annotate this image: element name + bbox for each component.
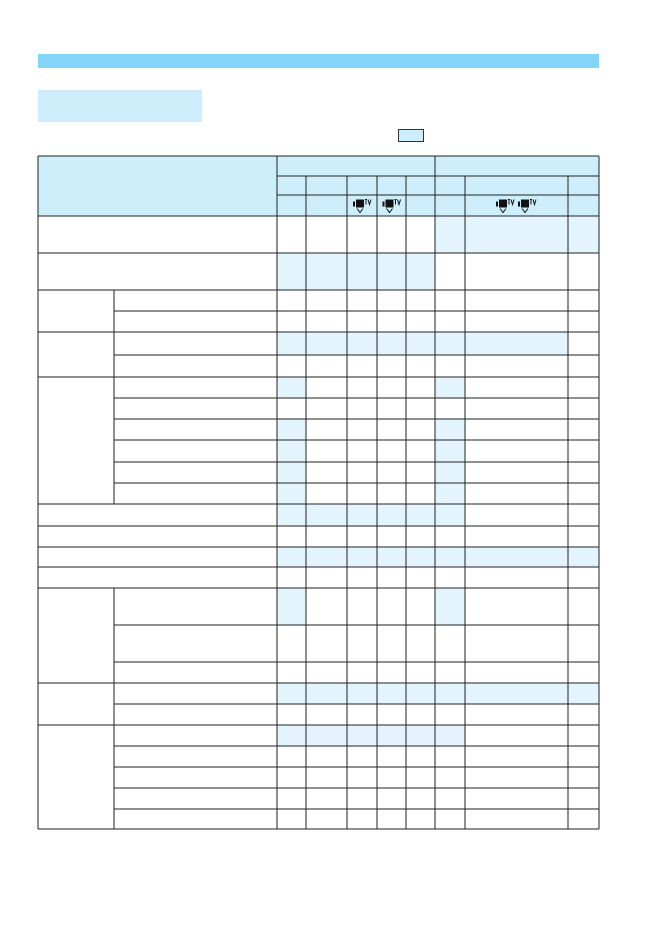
shaded-cell (435, 440, 465, 462)
shaded-cell (435, 462, 465, 483)
shaded-cell (277, 504, 306, 526)
shaded-cell (306, 504, 347, 526)
shaded-cell (435, 216, 465, 253)
shaded-cell (277, 462, 306, 483)
shaded-cell (377, 504, 406, 526)
shaded-cell (347, 504, 377, 526)
shaded-cell (347, 253, 377, 290)
shaded-cell (277, 419, 306, 440)
shaded-cell (465, 332, 568, 355)
shaded-cell (435, 683, 465, 704)
shaded-cell (277, 440, 306, 462)
shaded-cell (277, 377, 306, 398)
shaded-cell (347, 725, 377, 746)
shaded-cell (406, 547, 435, 567)
shaded-cell (435, 377, 465, 398)
shaded-cell (406, 725, 435, 746)
shaded-cell (377, 332, 406, 355)
shaded-cell (377, 547, 406, 567)
shaded-cell (306, 725, 347, 746)
shaded-cell (435, 725, 465, 746)
shaded-cell (406, 332, 435, 355)
shaded-cell (277, 483, 306, 504)
shaded-cell (277, 683, 306, 704)
shaded-cell (306, 547, 347, 567)
shaded-cell (277, 332, 306, 355)
shaded-cell (306, 683, 347, 704)
shaded-cell (465, 547, 568, 567)
shaded-cell (435, 483, 465, 504)
shaded-cell (435, 332, 465, 355)
shaded-cell (277, 253, 306, 290)
header-fill (38, 156, 599, 216)
shaded-cell (406, 253, 435, 290)
shaded-cell (435, 547, 465, 567)
shaded-cell (568, 683, 599, 704)
shaded-cell (377, 683, 406, 704)
shaded-cell (377, 725, 406, 746)
shaded-cell (465, 683, 568, 704)
shaded-cell (435, 419, 465, 440)
shaded-cell (435, 504, 465, 526)
shaded-cell (347, 547, 377, 567)
shaded-cell (347, 332, 377, 355)
shaded-cell (306, 253, 347, 290)
shaded-cell (406, 504, 435, 526)
shaded-cell (568, 216, 599, 253)
shaded-cell (377, 253, 406, 290)
shaded-cell (465, 216, 568, 253)
shaded-cell (306, 332, 347, 355)
shaded-cell (568, 547, 599, 567)
shaded-cell (406, 683, 435, 704)
shaded-cell (277, 547, 306, 567)
shaded-cell (277, 725, 306, 746)
shaded-cell (347, 683, 377, 704)
shaded-cell (435, 588, 465, 625)
shaded-cell (277, 588, 306, 625)
